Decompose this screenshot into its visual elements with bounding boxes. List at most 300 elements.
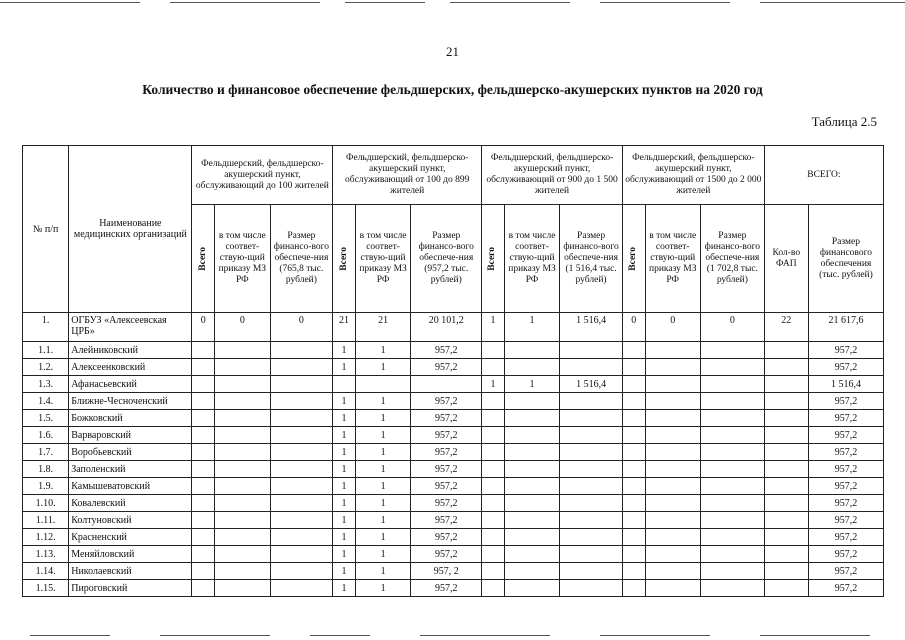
value-cell: [192, 478, 215, 495]
value-cell: [482, 580, 505, 597]
value-cell: 1: [355, 427, 410, 444]
value-cell: [482, 444, 505, 461]
value-cell: 0: [700, 313, 764, 342]
org-name-cell: Ковалевский: [69, 495, 192, 512]
org-name-cell: ОГБУЗ «Алексеевская ЦРБ»: [69, 313, 192, 342]
header-total-2: Всего: [333, 205, 356, 313]
value-cell: [215, 376, 270, 393]
value-cell: [622, 546, 645, 563]
value-cell: 1: [333, 495, 356, 512]
value-cell: [622, 478, 645, 495]
value-cell: 0: [645, 313, 700, 342]
value-cell: 1: [355, 444, 410, 461]
header-name: Наименование медицинских организаций: [69, 146, 192, 313]
value-cell: [270, 563, 333, 580]
value-cell: [270, 461, 333, 478]
value-cell: 1: [355, 512, 410, 529]
row-number-cell: 1.1.: [23, 342, 69, 359]
value-cell: 1: [333, 512, 356, 529]
value-cell: [411, 376, 482, 393]
table-row: [23, 478, 884, 495]
table-body: [23, 313, 884, 597]
value-cell: [333, 376, 356, 393]
value-cell: 1 516,4: [560, 376, 623, 393]
value-cell: [645, 427, 700, 444]
table-row: [23, 495, 884, 512]
value-cell: [560, 410, 623, 427]
value-cell: 1: [355, 529, 410, 546]
value-cell: 0: [192, 313, 215, 342]
value-cell: 957,2: [411, 410, 482, 427]
value-cell: [504, 580, 559, 597]
value-cell: [622, 342, 645, 359]
value-cell: 957,2: [808, 393, 883, 410]
value-cell: 1: [333, 546, 356, 563]
value-cell: [560, 461, 623, 478]
value-cell: [355, 376, 410, 393]
value-cell: [482, 359, 505, 376]
value-cell: 1: [355, 393, 410, 410]
value-cell: 957,2: [411, 342, 482, 359]
value-cell: 0: [215, 313, 270, 342]
value-cell: [504, 512, 559, 529]
org-name-cell: Камышеватовский: [69, 478, 192, 495]
org-name-cell: Алейниковский: [69, 342, 192, 359]
value-cell: 957, 2: [411, 563, 482, 580]
header-total-1: Всего: [192, 205, 215, 313]
value-cell: [622, 461, 645, 478]
header-finance-1: Размер финансо-вого обеспече-ния (765,8 тыс. рублей): [270, 205, 333, 313]
value-cell: [504, 427, 559, 444]
table-label: Таблица 2.5: [811, 114, 877, 129]
table-row: [23, 427, 884, 444]
value-cell: [215, 512, 270, 529]
org-name-cell: Алексеенковский: [69, 359, 192, 376]
value-cell: [645, 342, 700, 359]
value-cell: 957,2: [411, 478, 482, 495]
row-number-cell: 1.3.: [23, 376, 69, 393]
row-number-cell: 1.7.: [23, 444, 69, 461]
value-cell: [482, 529, 505, 546]
value-cell: [764, 495, 808, 512]
value-cell: [700, 376, 764, 393]
value-cell: [270, 495, 333, 512]
value-cell: 1: [333, 410, 356, 427]
value-cell: [764, 546, 808, 563]
value-cell: [764, 563, 808, 580]
value-cell: [645, 546, 700, 563]
value-cell: [645, 529, 700, 546]
header-incl-1: в том числе соответ-ствую-щий приказу МЗ РФ: [215, 205, 270, 313]
value-cell: [622, 393, 645, 410]
header-total-3: Всего: [482, 205, 505, 313]
value-cell: [700, 427, 764, 444]
value-cell: 0: [270, 313, 333, 342]
value-cell: [560, 342, 623, 359]
value-cell: 957,2: [808, 546, 883, 563]
org-name-cell: Ближне-Чесноченский: [69, 393, 192, 410]
value-cell: 957,2: [411, 461, 482, 478]
value-cell: [215, 546, 270, 563]
value-cell: [764, 580, 808, 597]
header-group-1: Фельдшерский, фельдшерско-акушерский пункт, обслуживающий до 100 жителей: [192, 146, 333, 205]
value-cell: 1 516,4: [560, 313, 623, 342]
value-cell: 957,2: [411, 546, 482, 563]
value-cell: [560, 393, 623, 410]
value-cell: [764, 376, 808, 393]
table-row: [23, 410, 884, 427]
value-cell: [270, 512, 333, 529]
row-number-cell: 1.14.: [23, 563, 69, 580]
header-incl-3: в том числе соответ-ствую-щий приказу МЗ РФ: [504, 205, 559, 313]
org-name-cell: Афанасьевский: [69, 376, 192, 393]
value-cell: 957,2: [411, 529, 482, 546]
header-count-fap: Кол-во ФАП: [764, 205, 808, 313]
org-name-cell: Пироговский: [69, 580, 192, 597]
value-cell: 1: [355, 461, 410, 478]
row-number-cell: 1.11.: [23, 512, 69, 529]
value-cell: [192, 580, 215, 597]
value-cell: 1: [333, 444, 356, 461]
value-cell: [645, 444, 700, 461]
value-cell: [482, 563, 505, 580]
value-cell: 1: [333, 529, 356, 546]
value-cell: 957,2: [808, 410, 883, 427]
value-cell: 1: [355, 478, 410, 495]
row-number-cell: 1.12.: [23, 529, 69, 546]
value-cell: [192, 359, 215, 376]
header-group-total: ВСЕГО:: [764, 146, 883, 205]
value-cell: [645, 495, 700, 512]
row-number-cell: 1.10.: [23, 495, 69, 512]
value-cell: [560, 495, 623, 512]
value-cell: [764, 461, 808, 478]
value-cell: [645, 410, 700, 427]
value-cell: 1: [333, 359, 356, 376]
value-cell: [270, 546, 333, 563]
value-cell: [482, 342, 505, 359]
value-cell: [270, 444, 333, 461]
value-cell: 1: [355, 410, 410, 427]
value-cell: 957,2: [411, 393, 482, 410]
document-title: Количество и финансовое обеспечение фельдшерских, фельдшерско-акушерских пунктов на 2020 год: [142, 82, 763, 97]
value-cell: [560, 563, 623, 580]
value-cell: [215, 410, 270, 427]
table-row: [23, 529, 884, 546]
value-cell: [560, 359, 623, 376]
header-incl-4: в том числе соответ-ствую-щий приказу МЗ РФ: [645, 205, 700, 313]
value-cell: 21: [333, 313, 356, 342]
value-cell: [764, 529, 808, 546]
value-cell: [645, 512, 700, 529]
value-cell: [700, 410, 764, 427]
value-cell: [270, 580, 333, 597]
value-cell: [700, 563, 764, 580]
value-cell: [504, 461, 559, 478]
header-group-2: Фельдшерский, фельдшерско-акушерский пункт, обслуживающий от 100 до 899 жителей: [333, 146, 482, 205]
value-cell: 1: [355, 342, 410, 359]
value-cell: [764, 393, 808, 410]
value-cell: [215, 495, 270, 512]
value-cell: [192, 461, 215, 478]
value-cell: [215, 342, 270, 359]
value-cell: [504, 393, 559, 410]
value-cell: [482, 546, 505, 563]
value-cell: [700, 393, 764, 410]
row-number-cell: 1.6.: [23, 427, 69, 444]
value-cell: 1: [355, 563, 410, 580]
row-number-cell: 1.13.: [23, 546, 69, 563]
header-group-4: Фельдшерский, фельдшерско-акушерский пункт, обслуживающий от 1500 до 2 000 жителей: [622, 146, 764, 205]
value-cell: [764, 342, 808, 359]
value-cell: 22: [764, 313, 808, 342]
value-cell: 1: [355, 495, 410, 512]
value-cell: [482, 461, 505, 478]
value-cell: [560, 546, 623, 563]
value-cell: [622, 376, 645, 393]
value-cell: [482, 512, 505, 529]
value-cell: [215, 393, 270, 410]
value-cell: [622, 512, 645, 529]
org-name-cell: Божковский: [69, 410, 192, 427]
value-cell: 1: [333, 478, 356, 495]
value-cell: [700, 495, 764, 512]
value-cell: [560, 512, 623, 529]
value-cell: [622, 410, 645, 427]
header-total-4: Всего: [622, 205, 645, 313]
row-number-cell: 1.4.: [23, 393, 69, 410]
row-number-cell: 1.2.: [23, 359, 69, 376]
value-cell: 1: [355, 359, 410, 376]
value-cell: [645, 393, 700, 410]
org-name-cell: Меняйловский: [69, 546, 192, 563]
org-name-cell: Николаевский: [69, 563, 192, 580]
value-cell: [270, 427, 333, 444]
value-cell: [622, 495, 645, 512]
value-cell: [192, 393, 215, 410]
table-row: [23, 393, 884, 410]
value-cell: [764, 444, 808, 461]
header-finance-3: Размер финансо-вого обеспече-ния (1 516,4 тыс. рублей): [560, 205, 623, 313]
header-total-finance: Размер финансового обеспечения (тыс. рублей): [808, 205, 883, 313]
value-cell: 20 101,2: [411, 313, 482, 342]
value-cell: [560, 427, 623, 444]
value-cell: [622, 580, 645, 597]
value-cell: [192, 563, 215, 580]
value-cell: [764, 478, 808, 495]
value-cell: 0: [622, 313, 645, 342]
value-cell: [764, 512, 808, 529]
value-cell: 957,2: [411, 427, 482, 444]
org-name-cell: Варваровский: [69, 427, 192, 444]
row-number-cell: 1.15.: [23, 580, 69, 597]
value-cell: 21: [355, 313, 410, 342]
header-group-3: Фельдшерский, фельдшерско-акушерский пункт, обслуживающий от 900 до 1 500 жителей: [482, 146, 623, 205]
value-cell: [504, 529, 559, 546]
row-number-cell: 1.5.: [23, 410, 69, 427]
value-cell: 957,2: [808, 478, 883, 495]
value-cell: [504, 495, 559, 512]
value-cell: [560, 478, 623, 495]
value-cell: [700, 359, 764, 376]
table-row: [23, 342, 884, 359]
value-cell: 957,2: [808, 427, 883, 444]
value-cell: [700, 512, 764, 529]
value-cell: 1: [504, 376, 559, 393]
value-cell: [215, 478, 270, 495]
page-bottom-rule: [0, 634, 905, 638]
value-cell: [504, 546, 559, 563]
table-row: [23, 546, 884, 563]
value-cell: [482, 410, 505, 427]
value-cell: 957,2: [808, 461, 883, 478]
value-cell: [270, 393, 333, 410]
value-cell: [215, 563, 270, 580]
value-cell: 957,2: [808, 359, 883, 376]
value-cell: [504, 359, 559, 376]
value-cell: [192, 342, 215, 359]
row-number-cell: 1.8.: [23, 461, 69, 478]
value-cell: [622, 444, 645, 461]
value-cell: [215, 529, 270, 546]
value-cell: [700, 342, 764, 359]
value-cell: 1: [333, 342, 356, 359]
page-top-rule: [0, 0, 905, 6]
value-cell: 1: [504, 313, 559, 342]
table-row: [23, 313, 884, 342]
value-cell: [622, 427, 645, 444]
header-incl-2: в том числе соответ-ствую-щий приказу МЗ РФ: [355, 205, 410, 313]
value-cell: [645, 563, 700, 580]
value-cell: 957,2: [808, 444, 883, 461]
value-cell: 1: [333, 461, 356, 478]
value-cell: [700, 444, 764, 461]
value-cell: 957,2: [808, 580, 883, 597]
table-row: [23, 563, 884, 580]
org-name-cell: Заполенский: [69, 461, 192, 478]
table-row: [23, 359, 884, 376]
value-cell: [192, 444, 215, 461]
row-number-cell: 1.9.: [23, 478, 69, 495]
value-cell: [192, 529, 215, 546]
value-cell: 1: [355, 546, 410, 563]
value-cell: [482, 427, 505, 444]
value-cell: [504, 478, 559, 495]
table-row: [23, 512, 884, 529]
org-name-cell: Красненский: [69, 529, 192, 546]
value-cell: 1: [482, 313, 505, 342]
value-cell: [560, 444, 623, 461]
value-cell: 957,2: [808, 495, 883, 512]
value-cell: 1 516,4: [808, 376, 883, 393]
value-cell: [645, 359, 700, 376]
value-cell: [482, 495, 505, 512]
table-row: [23, 444, 884, 461]
value-cell: [504, 563, 559, 580]
org-name-cell: Колтуновский: [69, 512, 192, 529]
value-cell: [192, 546, 215, 563]
value-cell: [270, 342, 333, 359]
value-cell: 957,2: [411, 495, 482, 512]
value-cell: [270, 376, 333, 393]
value-cell: [645, 580, 700, 597]
value-cell: [700, 478, 764, 495]
value-cell: 1: [482, 376, 505, 393]
value-cell: [700, 546, 764, 563]
value-cell: 957,2: [808, 563, 883, 580]
value-cell: 957,2: [808, 342, 883, 359]
value-cell: 1: [333, 393, 356, 410]
value-cell: 21 617,6: [808, 313, 883, 342]
value-cell: 1: [355, 580, 410, 597]
value-cell: [504, 342, 559, 359]
value-cell: [270, 529, 333, 546]
value-cell: 1: [333, 563, 356, 580]
value-cell: [560, 580, 623, 597]
value-cell: [482, 478, 505, 495]
header-finance-2: Размер финансо-вого обеспече-ния (957,2 тыс. рублей): [411, 205, 482, 313]
org-name-cell: Воробьевский: [69, 444, 192, 461]
value-cell: [560, 529, 623, 546]
value-cell: [192, 410, 215, 427]
header-num: № п/п: [23, 146, 69, 313]
page-number: 21: [446, 44, 459, 59]
value-cell: 1: [333, 580, 356, 597]
value-cell: [504, 410, 559, 427]
value-cell: [482, 393, 505, 410]
value-cell: [645, 376, 700, 393]
value-cell: [764, 410, 808, 427]
value-cell: [504, 444, 559, 461]
value-cell: [700, 461, 764, 478]
value-cell: [215, 427, 270, 444]
value-cell: [622, 563, 645, 580]
value-cell: [764, 359, 808, 376]
value-cell: 1: [333, 427, 356, 444]
value-cell: [192, 376, 215, 393]
value-cell: [215, 359, 270, 376]
value-cell: [700, 580, 764, 597]
value-cell: [270, 410, 333, 427]
fap-finance-table: [22, 145, 884, 597]
value-cell: [645, 461, 700, 478]
value-cell: [192, 427, 215, 444]
value-cell: [270, 478, 333, 495]
value-cell: [215, 461, 270, 478]
table-row: [23, 461, 884, 478]
value-cell: [215, 444, 270, 461]
value-cell: 957,2: [808, 512, 883, 529]
value-cell: [764, 427, 808, 444]
value-cell: [622, 529, 645, 546]
value-cell: [192, 495, 215, 512]
value-cell: 957,2: [411, 512, 482, 529]
value-cell: [645, 478, 700, 495]
table-row: [23, 580, 884, 597]
header-finance-4: Размер финансо-вого обеспече-ния (1 702,8 тыс. рублей): [700, 205, 764, 313]
value-cell: 957,2: [808, 529, 883, 546]
value-cell: 957,2: [411, 359, 482, 376]
value-cell: 957,2: [411, 580, 482, 597]
value-cell: 957,2: [411, 444, 482, 461]
value-cell: [192, 512, 215, 529]
row-number-cell: 1.: [23, 313, 69, 342]
value-cell: [215, 580, 270, 597]
value-cell: [700, 529, 764, 546]
value-cell: [622, 359, 645, 376]
table-row: [23, 376, 884, 393]
value-cell: [270, 359, 333, 376]
